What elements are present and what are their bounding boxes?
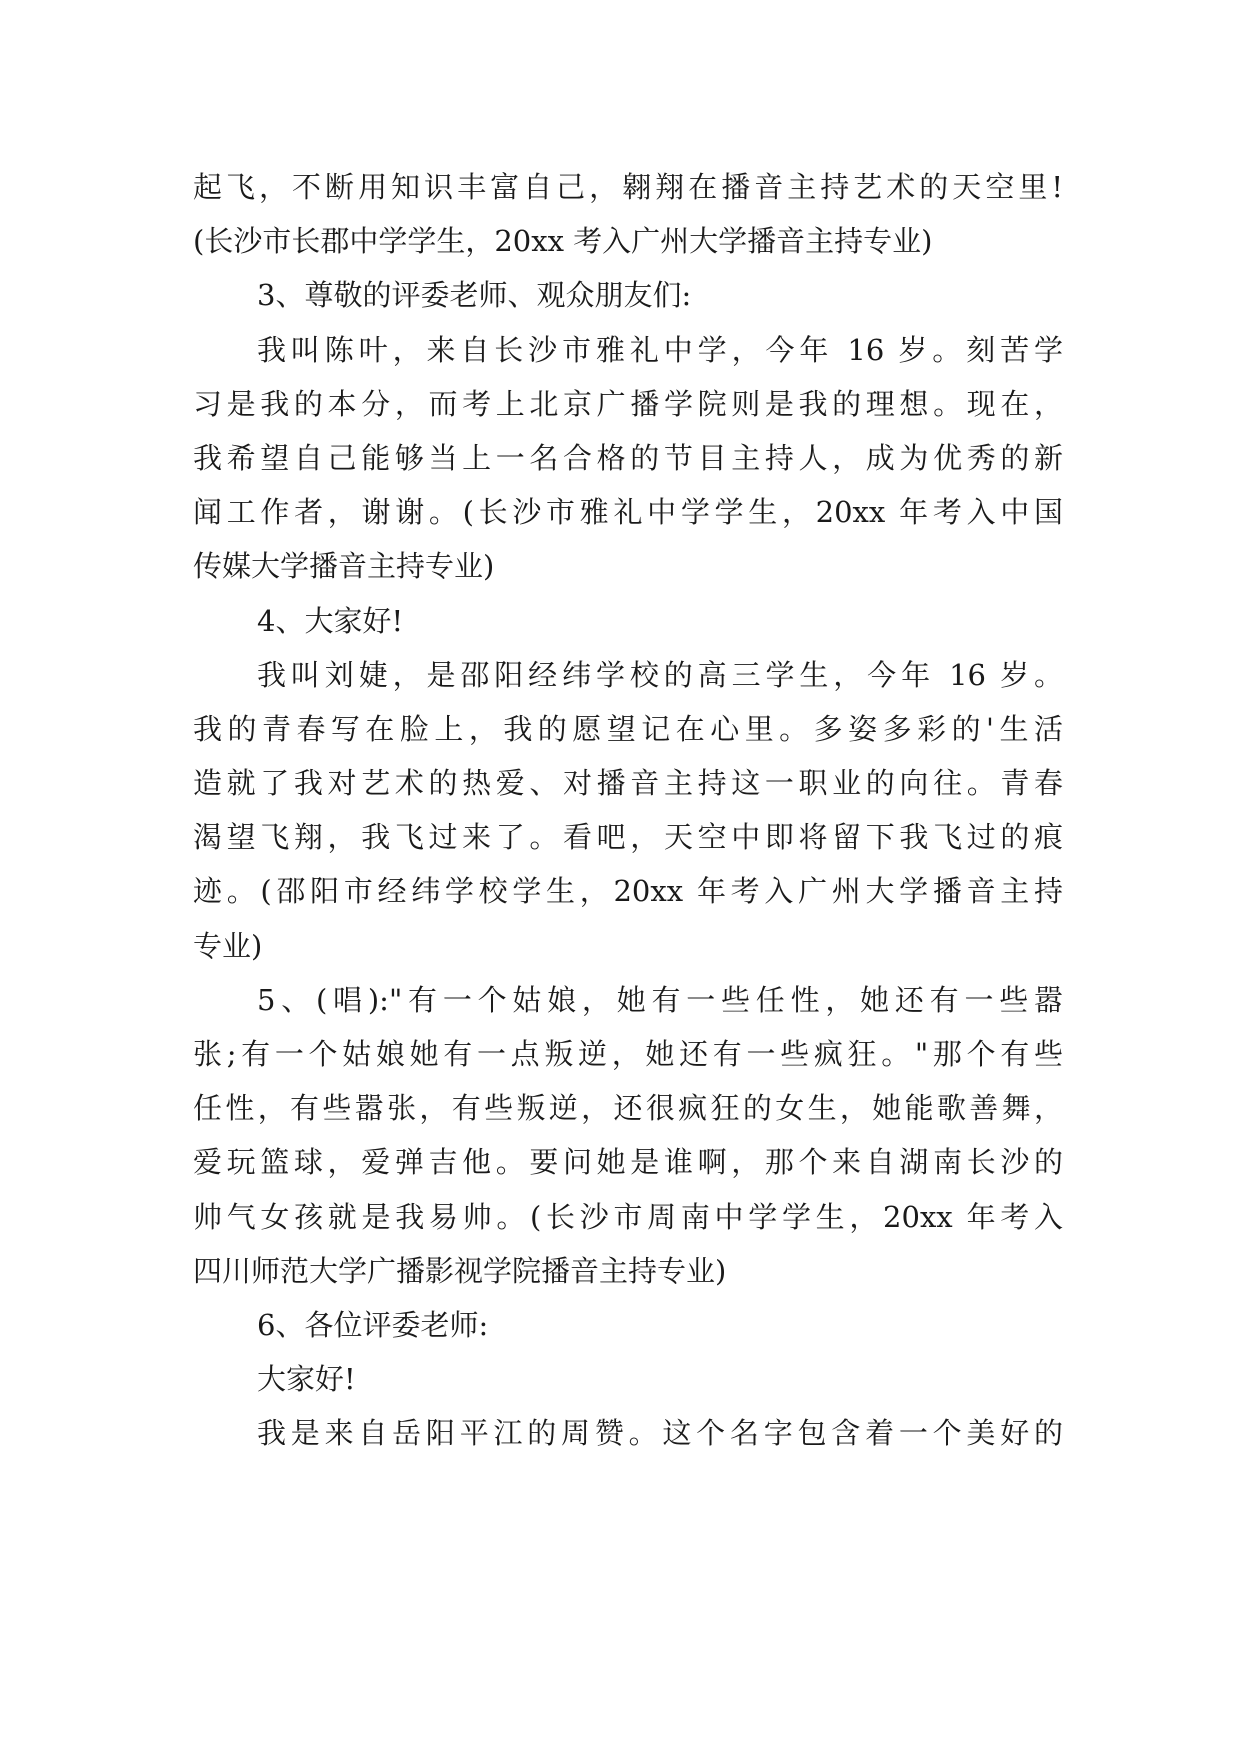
text-line: 我是来自岳阳平江的周赞。这个名字包含着一个美好的 xyxy=(257,1416,1063,1451)
text-line: 任性，有些嚣张，有些叛逆，还很疯狂的女生，她能歌善舞， xyxy=(193,1091,1063,1126)
text-line: 闻工作者，谢谢。(长沙市雅礼中学学生，20xx 年考入中国 xyxy=(193,495,1063,530)
text-line: 我的青春写在脸上，我的愿望记在心里。多姿多彩的'生活 xyxy=(193,711,1063,746)
text-line: (长沙市长郡中学学生，20xx 考入广州大学播音主持专业) xyxy=(193,224,933,259)
text-line: 张;有一个姑娘她有一点叛逆，她还有一些疯狂。"那个有些 xyxy=(193,1037,1063,1071)
text-line: 4、大家好! xyxy=(257,603,404,638)
text-line: 习是我的本分，而考上北京广播学院则是我的理想。现在， xyxy=(193,386,1063,421)
text-line: 6、各位评委老师: xyxy=(257,1307,489,1342)
text-line: 大家好! xyxy=(257,1362,356,1397)
text-line: 起飞，不断用知识丰富自己，翱翔在播音主持艺术的天空里! xyxy=(193,170,1063,204)
text-line: 我希望自己能够当上一名合格的节目主持人，成为优秀的新 xyxy=(193,440,1063,475)
text-line: 传媒大学播音主持专业) xyxy=(193,549,495,584)
text-line: 专业) xyxy=(193,928,263,963)
text-line: 3、尊敬的评委老师、观众朋友们: xyxy=(257,278,692,313)
text-line: 爱玩篮球，爱弹吉他。要问她是谁啊，那个来自湖南长沙的 xyxy=(193,1145,1063,1180)
text-line: 我叫陈叶，来自长沙市雅礼中学，今年 16 岁。刻苦学 xyxy=(257,332,1063,367)
text-line: 5、(唱):"有一个姑娘，她有一些任性，她还有一些嚣 xyxy=(257,982,1063,1017)
text-line: 迹。(邵阳市经纬学校学生，20xx 年考入广州大学播音主持 xyxy=(193,874,1063,909)
body-text xyxy=(193,160,1063,1461)
text-line: 渴望飞翔，我飞过来了。看吧，天空中即将留下我飞过的痕 xyxy=(193,820,1063,855)
text-line: 帅气女孩就是我易帅。(长沙市周南中学学生，20xx 年考入 xyxy=(193,1199,1063,1234)
text-line: 四川师范大学广播影视学院播音主持专业) xyxy=(193,1253,727,1288)
text-line: 我叫刘婕，是邵阳经纬学校的高三学生，今年 16 岁。 xyxy=(257,657,1063,692)
text-line: 造就了我对艺术的热爱、对播音主持这一职业的向往。青春 xyxy=(193,766,1063,801)
